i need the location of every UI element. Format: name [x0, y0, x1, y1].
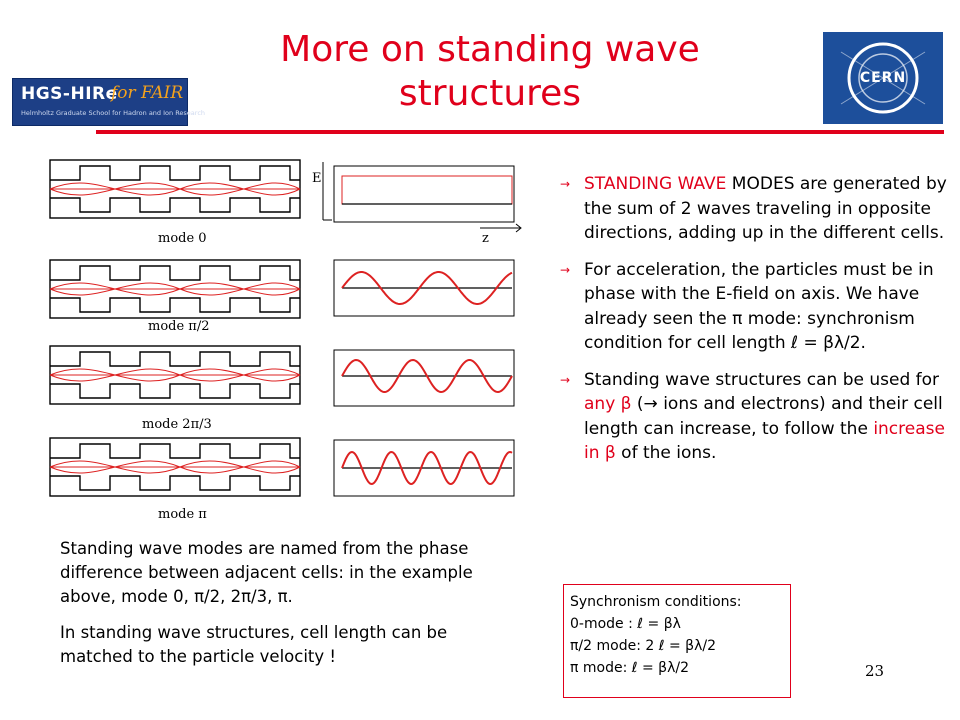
bullet-list	[560, 172, 955, 478]
sync-line-pi-2-mode: π/2 mode: 2 ℓ = βλ/2	[570, 638, 716, 654]
mode-pi-label: mode π	[158, 507, 207, 522]
sync-line-pi-mode: π mode: ℓ = βλ/2	[570, 660, 690, 676]
hgs-logo-fair: for FAIR	[111, 83, 184, 103]
mode-pi-field-plot	[334, 440, 514, 496]
mode-0-label: mode 0	[158, 231, 207, 246]
standing-wave-mode-diagram	[40, 150, 530, 530]
bullet-text: For acceleration, the particles must be in phase with the E-field on axis. We have already seen the π mode: synchronism condition for cell length ℓ = βλ/2.	[584, 259, 934, 353]
hgs-logo-text: HGS-HIRe	[21, 84, 118, 104]
sync-line-0-mode: 0-mode : ℓ = βλ	[570, 616, 681, 632]
mode-pi-2-field-plot	[334, 260, 514, 316]
hgs-hire-logo	[12, 78, 206, 126]
cern-logo	[823, 32, 943, 124]
mode-0-field-plot	[334, 166, 514, 222]
mode-2pi-3-field-plot	[334, 350, 514, 406]
e-axis-label: E	[312, 171, 322, 186]
mode-pi-cavity	[50, 438, 300, 496]
synchronism-conditions-box	[563, 584, 791, 698]
bullet-text: STANDING WAVE MODES are generated by the sum of 2 waves traveling in opposite directions, adding up in the different cells.	[584, 174, 947, 243]
mode-2pi-3-label: mode 2π/3	[142, 417, 212, 432]
mode-pi-2-label: mode π/2	[148, 319, 210, 334]
bullet-item	[560, 368, 955, 466]
title-line-1: More on standing wave	[280, 29, 700, 70]
mode-explanation-text	[60, 537, 510, 681]
cern-logo-text: CERN	[859, 70, 907, 86]
slide-title	[230, 28, 750, 116]
paragraph-2: In standing wave structures, cell length can be matched to the particle velocity !	[60, 623, 448, 666]
hgs-logo-subtitle: Helmholtz Graduate School for Hadron and Ion Research	[21, 109, 206, 117]
mode-pi-2-cavity	[50, 260, 300, 318]
title-line-2: structures	[398, 73, 582, 114]
mode-0-cavity	[50, 160, 300, 218]
bullet-item	[560, 172, 955, 246]
arrow-bullet-icon: →	[560, 262, 571, 277]
bullet-text: Standing wave structures can be used for any β (→ ions and electrons) and their cell length can increase, to follow the increase in β of the ions.	[584, 369, 945, 463]
mode-2pi-3-cavity	[50, 346, 300, 404]
header-divider	[96, 130, 944, 134]
bullet-item	[560, 258, 955, 356]
page-number: 23	[865, 662, 885, 680]
z-axis-label: z	[482, 231, 489, 246]
arrow-bullet-icon: →	[560, 177, 571, 191]
paragraph-1: Standing wave modes are named from the phase difference between adjacent cells: in the example above, mode 0, π/2, 2π/3, π.	[60, 539, 473, 606]
sync-title: Synchronism conditions:	[570, 594, 742, 610]
arrow-bullet-icon: →	[560, 372, 571, 387]
